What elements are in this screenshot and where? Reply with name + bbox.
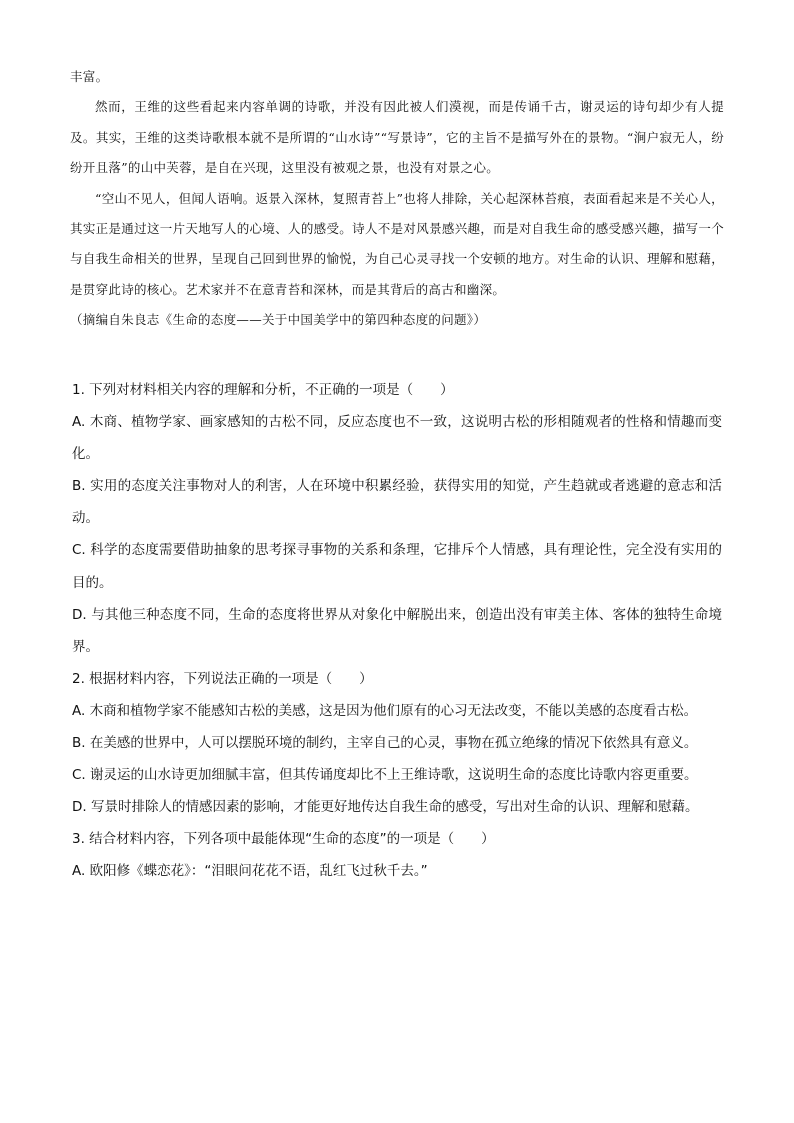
question-1-option-d: D. 与其他三种态度不同，生命的态度将世界从对象化中解脱出来，创造出没有审美主体、客体的独特生命境界。	[72, 606, 722, 655]
question-1-option-c: C. 科学的态度需要借助抽象的思考探寻事物的关系和条理，它排斥个人情感，具有理论性，完全没有实用的目的。	[72, 542, 722, 591]
question-2-option-d: D. 写景时排除人的情感因素的影响，才能更好地传达自我生命的感受，写出对生命的认识、理解和慰藉。	[72, 799, 699, 816]
question-list	[72, 374, 722, 888]
question-3-stem: 3. 结合材料内容，下列各项中最能体现“生命的态度”的一项是（ ）	[72, 831, 495, 848]
question-1-stem: 1. 下列对材料相关内容的理解和分析，不正确的一项是（ ）	[72, 382, 454, 398]
question-1-option-a: A. 木商、植物学家、画家感知的古松不同，反应态度也不一致，这说明古松的形相随观者的性格和情趣而变化。	[72, 414, 722, 463]
question-2-option-b: B. 在美感的世界中，人可以摆脱环境的制约，主宰自己的心灵，事物在孤立绝缘的情况下依然具有意义。	[72, 735, 698, 752]
reading-passage	[70, 62, 724, 336]
question-2-option-a: A. 木商和植物学家不能感知古松的美感，这是因为他们原有的心习无法改变，不能以美感的态度看古松。	[72, 702, 698, 719]
question-3-option-a: A. 欧阳修《蝶恋花》：“泪眼问花花不语，乱红飞过秋千去。”	[72, 863, 428, 880]
passage-paragraph-2: “空山不见人，但闻人语响。返景入深林，复照青苔上”也将人排除，关心起深林苔痕，表面看起来是不关心人，其实正是通过这一片天地写人的心境、人的感受。诗人不是对风景感兴趣，而是对自我生命的感受感兴趣，描写一个与自我生命相关的世界，呈现自己回到世界的愉悦，为自己心灵寻找一个安顿的地方。对生命的认识、理解和慰藉，是贯穿此诗的核心。艺术家并不在意青苔和深林，而是其背后的高古和幽深。	[70, 190, 724, 297]
question-2-option-c: C. 谢灵运的山水诗更加细腻丰富，但其传诵度却比不上王维诗歌，这说明生命的态度比诗歌内容更重要。	[72, 767, 698, 784]
question-1-option-b: B. 实用的态度关注事物对人的利害，人在环境中积累经验，获得实用的知觉，产生趋就或者逃避的意志和活动。	[72, 478, 722, 527]
passage-paragraph-1: 然而，王维的这些看起来内容单调的诗歌，并没有因此被人们漠视，而是传诵千古，谢灵运的诗句却少有人提及。其实，王维的这类诗歌根本就不是所谓的“山水诗”“写景诗”，它的主旨不是描写外在的景物。“涧户寂无人，纷纷开且落”的山中芙蓉，是自在兴现，这里没有被观之景，也没有对景之心。	[70, 99, 724, 176]
passage-source: （摘编自朱良志《生命的态度——关于中国美学中的第四种态度的问题》）	[70, 312, 487, 328]
question-2-stem: 2. 根据材料内容，下列说法正确的一项是（ ）	[72, 670, 373, 687]
passage-paragraph-0: 丰富。	[70, 69, 109, 84]
